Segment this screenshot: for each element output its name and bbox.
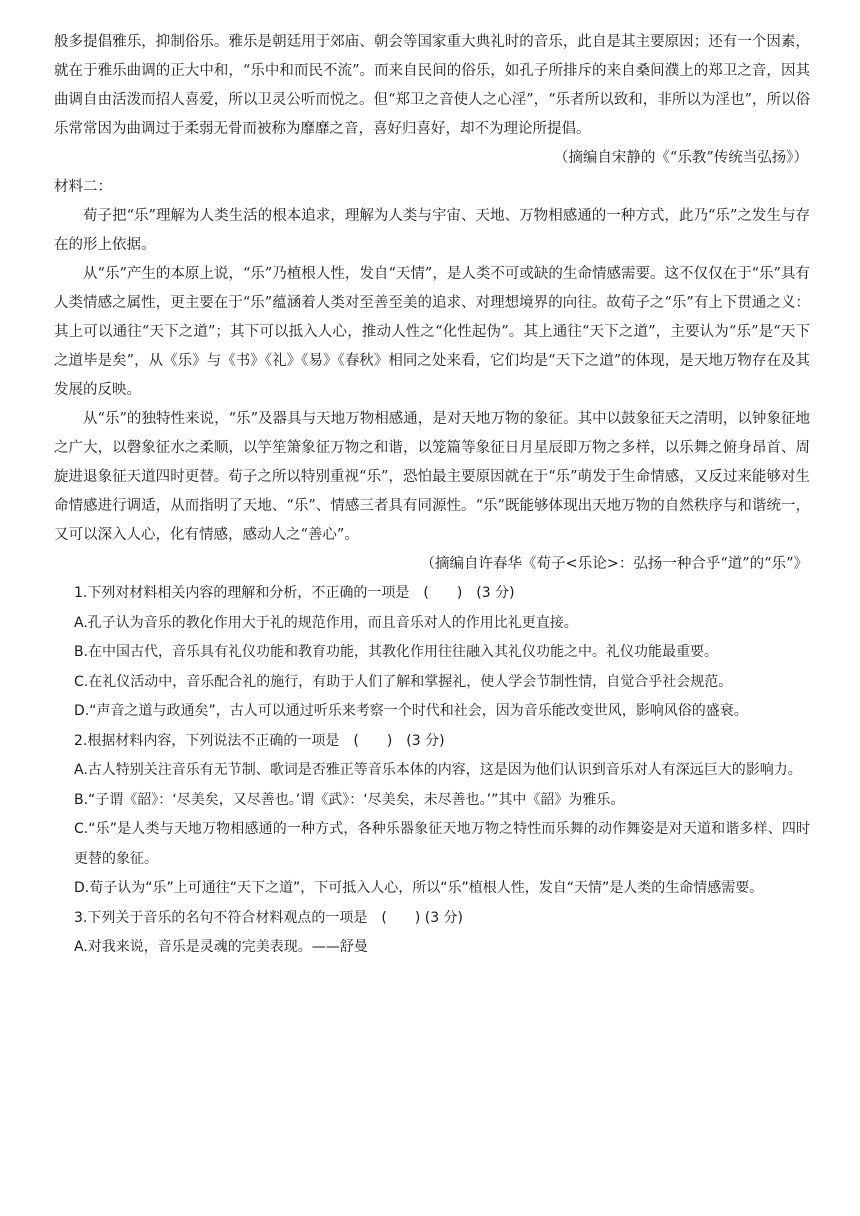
question-3-stem: 3.下列关于音乐的名句不符合材料观点的一项是 ( ) (3 分) <box>74 909 464 926</box>
material2-paragraph-3: 从“乐”的独特性来说，“乐”及器具与天地万物相感通，是对天地万物的象征。其中以鼓象征天之清明，以钟象征地之广大，以磬象征水之柔顺，以竽笙箫象征万物之和谐，以笼篇等象征日月星辰即万物之多样，以乐舞之俯身昂首、周旋进退象征天道四时更替。荀子之所以特别重视“乐”，恐怕最主要原因就在于“乐”萌发于生命情感，又反过来能够对生命情感进行调适，从而指明了天地、“乐”、情感三者具有同源性。“乐”既能够体现出天地万物的自然秩序与和谐统一，又可以深入人心，化有情感，感动人之“善心”。 <box>54 411 810 543</box>
question-2-option-a: A.古人特别关注音乐有无节制、歌词是否雅正等音乐本体的内容，这是因为他们认识到音乐对人有深远巨大的影响力。 <box>74 762 802 778</box>
question-1-stem: 1.下列对材料相关内容的理解和分析，不正确的一项是 ( ) (3 分) <box>74 585 515 601</box>
question-2-option-b: B.“子谓《韶》：‘尽美矣，又尽善也。’谓《武》：‘尽美矣，未尽善也。’”其中《韶》为雅乐。 <box>74 791 625 808</box>
material1-tail-paragraph: 般多提倡雅乐，抑制俗乐。雅乐是朝廷用于郊庙、朝会等国家重大典礼时的音乐，此自是其主要原因；还有一个因素，就在于雅乐曲调的正大中和，“乐中和而民不流”。而来自民间的俗乐，如孔子所排斥的来自桑间濮上的郑卫之音，因其曲调自由活泼而招人喜爱，所以卫灵公听而悦之。但“郑卫之音使人之心淫”，“乐者所以致和，非所以为淫也”，所以俗乐常常因为曲调过于柔弱无骨而被称为靡靡之音，喜好归喜好，却不为理论所提倡。 <box>54 34 810 137</box>
question-2-option-c: C.“乐”是人类与天地万物相感通的一种方式，各种乐器象征天地万物之特性而乐舞的动作舞姿是对天道和谐多样、四时更替的象征。 <box>74 821 810 867</box>
material2-source: （摘编自许春华《荀子<乐论>：弘扬一种合乎“道”的“乐”》 <box>420 556 808 572</box>
question-1-option-c: C.在礼仪活动中，音乐配合礼的施行，有助于人们了解和掌握礼，使人学会节制性情，自觉合乎社会规范。 <box>74 673 733 690</box>
material1-source: （摘编自宋静的《“乐教”传统当弘扬》） <box>553 150 808 166</box>
question-2-stem: 2.根据材料内容，下列说法不正确的一项是 ( ) (3 分) <box>74 732 445 749</box>
material2-paragraph-1: 荀子把“乐”理解为人类生活的根本追求，理解为人类与宇宙、天地、万物相感通的一种方式，此乃“乐”之发生与存在的形上依据。 <box>54 208 810 253</box>
material2-label: 材料二： <box>54 179 112 195</box>
material2-paragraph-2: 从“乐”产生的本原上说，“乐”乃植根人性，发自“天情”，是人类不可或缺的生命情感需要。这不仅仅在于“乐”具有人类情感之属性，更主要在于“乐”蕴涵着人类对至善至美的追求、对理想境界的向往。故荀子之“乐”有上下贯通之义：其上可以通往“天下之道”；其下可以抵入人心，推动人性之“化性起伪”。其上通往“天下之道”，主要认为“乐”是“天下之道毕是矣”，从《乐》与《书》《礼》《易》《春秋》相同之处来看，它们均是“天下之道”的体现，是天地万物存在及其发展的反映。 <box>54 266 810 398</box>
question-1-option-a: A.孔子认为音乐的教化作用大于礼的规范作用，而且音乐对人的作用比礼更直接。 <box>74 614 578 631</box>
question-1-option-b: B.在中国古代，音乐具有礼仪功能和教育功能，其教化作用往往融入其礼仪功能之中。礼仪功能最重要。 <box>74 644 719 660</box>
question-3-option-a: A.对我来说，音乐是灵魂的完美表现。——舒曼 <box>74 939 368 955</box>
question-1-option-d: D.“声音之道与政通矣”，古人可以通过听乐来考察一个时代和社会，因为音乐能改变世风，影响风俗的盛衰。 <box>74 703 748 719</box>
question-2-option-d: D.荀子认为“乐”上可通往“天下之道”，下可抵入人心，所以“乐”植根人性，发自“天情”是人类的生命情感需要。 <box>74 880 764 896</box>
